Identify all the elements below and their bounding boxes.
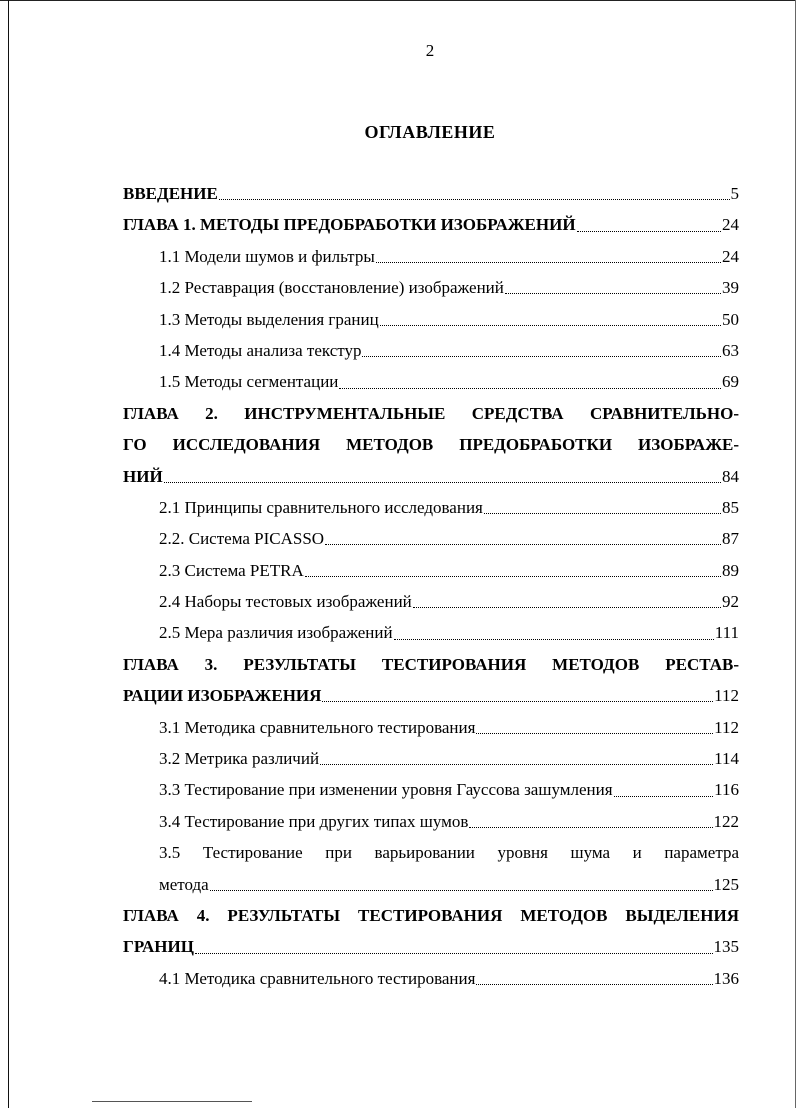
dot-leader bbox=[210, 890, 713, 891]
toc-entry-page: 69 bbox=[722, 372, 739, 392]
dot-leader bbox=[469, 827, 712, 828]
toc-entry-label: 3.3 Тестирование при изменении уровня Гауссова зашумления bbox=[159, 780, 613, 800]
toc-entry-label: ГРАНИЦ bbox=[123, 937, 194, 957]
toc-entry-3-5-line-2[interactable] bbox=[123, 869, 739, 900]
toc-entry-1-5[interactable] bbox=[123, 366, 739, 397]
toc-entry-label: 3.5 Тестирование при варьировании уровня шума и параметра bbox=[159, 843, 739, 863]
toc-entry-label: 2.2. Система PICASSO bbox=[159, 529, 325, 549]
toc-entry-label: ГЛАВА 2. ИНСТРУМЕНТАЛЬНЫЕ СРЕДСТВА СРАВНИТЕЛЬНО- bbox=[123, 403, 739, 423]
toc-entry-page: 85 bbox=[722, 497, 739, 517]
toc-entry-2-1[interactable] bbox=[123, 492, 739, 523]
dot-leader bbox=[322, 701, 713, 702]
toc-entry-label: 1.1 Модели шумов и фильтры bbox=[159, 246, 375, 266]
dot-leader bbox=[614, 796, 714, 797]
toc-entry-page: 84 bbox=[722, 466, 739, 486]
toc-entry-page: 92 bbox=[722, 592, 739, 612]
toc-entry-label: ВВЕДЕНИЕ bbox=[123, 184, 218, 203]
toc-entry-chapter-4-line-2[interactable] bbox=[123, 931, 739, 962]
dot-leader bbox=[484, 513, 721, 514]
toc-entry-label: РАЦИИ ИЗОБРАЖЕНИЯ bbox=[123, 686, 322, 706]
dot-leader bbox=[505, 293, 721, 294]
toc-entry-page: 112 bbox=[714, 686, 739, 706]
dot-leader bbox=[320, 764, 713, 765]
toc-entry-page: 24 bbox=[722, 215, 739, 235]
toc-entry-page: 89 bbox=[722, 560, 739, 580]
toc-entry-label: 1.2 Реставрация (восстановление) изображений bbox=[159, 278, 504, 298]
dot-leader bbox=[476, 984, 712, 985]
toc-entry-page: 111 bbox=[714, 623, 739, 643]
dot-leader bbox=[219, 199, 730, 200]
toc-entry-chapter-3-line-1[interactable] bbox=[123, 649, 739, 680]
dot-leader bbox=[577, 231, 721, 232]
toc-entry-chapter-3-line-2[interactable] bbox=[123, 680, 739, 711]
toc-entry-label: 1.5 Методы сегментации bbox=[159, 372, 339, 392]
toc-entry-label: метода bbox=[159, 874, 209, 894]
toc-entry-3-4[interactable] bbox=[123, 806, 739, 837]
toc-entry-chapter-1[interactable] bbox=[123, 209, 739, 240]
toc-entry-label: 2.1 Принципы сравнительного исследования bbox=[159, 497, 483, 517]
toc-entry-2-4[interactable] bbox=[123, 586, 739, 617]
page-edge-top bbox=[0, 0, 796, 1]
toc-entry-page: 87 bbox=[722, 529, 739, 549]
toc-entry-label: НИЙ bbox=[123, 466, 163, 486]
toc-entry-chapter-2-line-1[interactable] bbox=[123, 398, 739, 429]
toc-entry-label: 1.4 Методы анализа текстур bbox=[159, 340, 362, 360]
toc-entry-2-5[interactable] bbox=[123, 617, 739, 648]
toc-entry-label: ГО ИССЛЕДОВАНИЯ МЕТОДОВ ПРЕДОБРАБОТКИ ИЗОБРАЖЕ- bbox=[123, 435, 739, 455]
toc-entry-label: 1.3 Методы выделения границ bbox=[159, 309, 379, 329]
toc-entry-label: 4.1 Методика сравнительного тестирования bbox=[159, 968, 476, 988]
toc-entry-page: 50 bbox=[722, 309, 739, 329]
dot-leader bbox=[339, 388, 721, 389]
toc-entry-label: 2.4 Наборы тестовых изображений bbox=[159, 592, 412, 612]
toc-entry-page: 125 bbox=[713, 874, 739, 894]
table-of-contents bbox=[123, 178, 739, 994]
dot-leader bbox=[305, 576, 721, 577]
toc-entry-page: 116 bbox=[714, 780, 739, 800]
toc-entry-3-5-line-1[interactable] bbox=[123, 837, 739, 868]
dot-leader bbox=[380, 325, 721, 326]
toc-entry-label: ГЛАВА 4. РЕЗУЛЬТАТЫ ТЕСТИРОВАНИЯ МЕТОДОВ ВЫДЕЛЕНИЯ bbox=[123, 905, 739, 925]
toc-entry-label: 3.2 Метрика различий bbox=[159, 749, 320, 769]
toc-title: ОГЛАВЛЕНИЕ bbox=[364, 122, 496, 142]
dot-leader bbox=[476, 733, 713, 734]
page-edge-bottom bbox=[92, 1101, 252, 1102]
toc-entry-page: 136 bbox=[713, 968, 739, 988]
toc-entry-page: 5 bbox=[730, 184, 739, 203]
toc-entry-4-1[interactable] bbox=[123, 963, 739, 994]
toc-entry-3-1[interactable] bbox=[123, 712, 739, 743]
toc-entry-label: 3.1 Методика сравнительного тестирования bbox=[159, 717, 476, 737]
toc-entry-1-2[interactable] bbox=[123, 272, 739, 303]
toc-entry-page: 63 bbox=[722, 340, 739, 360]
toc-entry-page: 114 bbox=[714, 749, 739, 769]
page-number: 2 bbox=[425, 41, 435, 60]
toc-entry-chapter-2-line-3[interactable] bbox=[123, 461, 739, 492]
toc-entry-3-2[interactable] bbox=[123, 743, 739, 774]
toc-entry-1-1[interactable] bbox=[123, 241, 739, 272]
toc-entry-intro[interactable] bbox=[123, 178, 739, 209]
dot-leader bbox=[325, 544, 721, 545]
dot-leader bbox=[164, 482, 721, 483]
dot-leader bbox=[362, 356, 721, 357]
toc-entry-2-3[interactable] bbox=[123, 555, 739, 586]
dot-leader bbox=[376, 262, 721, 263]
page-edge-left bbox=[8, 0, 9, 1108]
toc-entry-2-2[interactable] bbox=[123, 523, 739, 554]
toc-entry-chapter-2-line-2[interactable] bbox=[123, 429, 739, 460]
toc-entry-label: 2.5 Мера различия изображений bbox=[159, 623, 393, 643]
toc-entry-3-3[interactable] bbox=[123, 774, 739, 805]
toc-entry-1-4[interactable] bbox=[123, 335, 739, 366]
dot-leader bbox=[195, 953, 713, 954]
toc-entry-label: 2.3 Система PETRA bbox=[159, 560, 304, 580]
dot-leader bbox=[394, 639, 714, 640]
toc-entry-chapter-4-line-1[interactable] bbox=[123, 900, 739, 931]
toc-entry-label: ГЛАВА 3. РЕЗУЛЬТАТЫ ТЕСТИРОВАНИЯ МЕТОДОВ РЕСТАВ- bbox=[123, 654, 739, 674]
toc-entry-page: 39 bbox=[722, 278, 739, 298]
toc-entry-label: 3.4 Тестирование при других типах шумов bbox=[159, 811, 469, 831]
dot-leader bbox=[413, 607, 721, 608]
toc-entry-1-3[interactable] bbox=[123, 304, 739, 335]
toc-entry-page: 135 bbox=[713, 937, 739, 957]
toc-entry-label: ГЛАВА 1. МЕТОДЫ ПРЕДОБРАБОТКИ ИЗОБРАЖЕНИЙ bbox=[123, 215, 576, 235]
toc-entry-page: 24 bbox=[722, 246, 739, 266]
toc-entry-page: 112 bbox=[714, 717, 739, 737]
toc-entry-page: 122 bbox=[713, 811, 739, 831]
